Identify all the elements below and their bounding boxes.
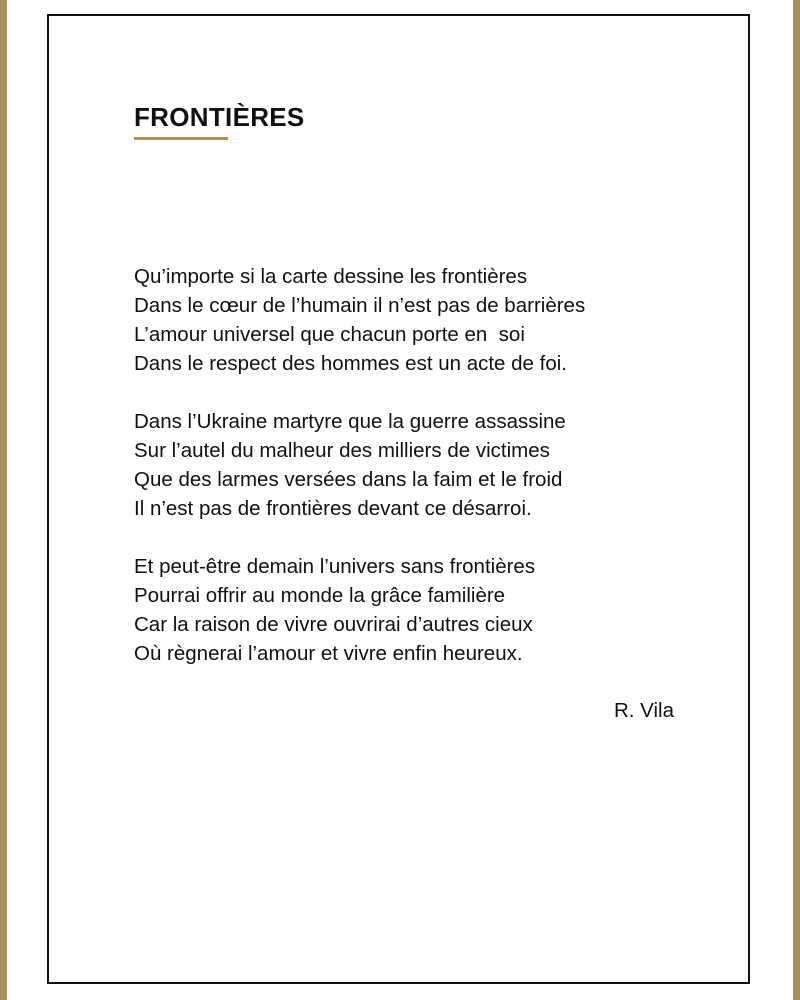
poem-line: Pourrai offrir au monde la grâce familière	[134, 584, 506, 607]
poem-title: FRONTIÈRES	[134, 102, 305, 132]
stanza-2	[134, 407, 694, 523]
poem-line: Dans l’Ukraine martyre que la guerre assassine	[134, 410, 566, 433]
author-signature: R. Vila	[613, 699, 674, 722]
left-gold-border	[0, 0, 7, 1000]
poem-line: Dans le cœur de l’humain il n’est pas de barrières	[134, 294, 586, 317]
stanza-3	[134, 552, 694, 668]
stanza-1	[134, 262, 694, 378]
poem-line: Et peut-être demain l’univers sans frontières	[134, 555, 536, 578]
title-underline	[134, 137, 228, 140]
poem-line: Dans le respect des hommes est un acte de foi.	[134, 352, 568, 375]
poem-line: Il n’est pas de frontières devant ce désarroi.	[134, 497, 532, 520]
poem-line: Qu’importe si la carte dessine les frontières	[134, 265, 528, 288]
poem-line: Sur l’autel du malheur des milliers de victimes	[134, 439, 550, 462]
poem-line: Car la raison de vivre ouvrirai d’autres cieux	[134, 613, 533, 636]
poem-line: Où règnerai l’amour et vivre enfin heureux.	[134, 642, 523, 665]
right-gold-border	[793, 0, 800, 1000]
poem-body	[134, 262, 694, 697]
poem-line: Que des larmes versées dans la faim et le froid	[134, 468, 563, 491]
poem-line: L’amour universel que chacun porte en soi	[134, 323, 525, 346]
